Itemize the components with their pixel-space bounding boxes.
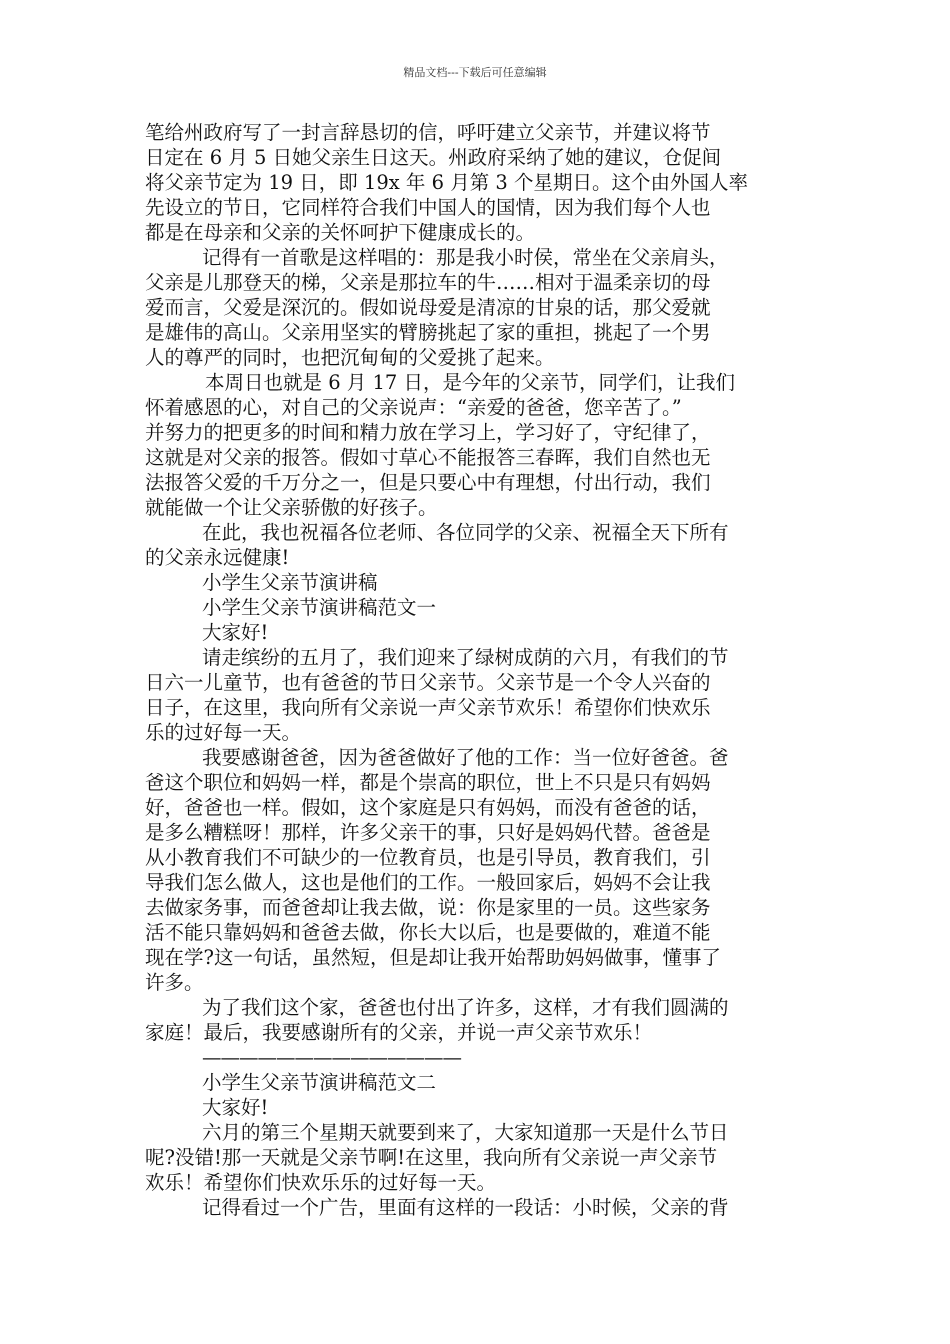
text-line: 小学生父亲节演讲稿范文二 (202, 1071, 437, 1094)
text-line: 呢?没错!那一天就是父亲节啊!在这里，我向所有父亲说一声父亲节 (145, 1146, 718, 1169)
text-line: 小学生父亲节演讲稿范文一 (202, 596, 437, 619)
separator-line: —————————————— (202, 1046, 461, 1069)
text-line: 都是在母亲和父亲的关怀呵护下健康成长的。 (145, 221, 536, 244)
text-line: 是多么糟糕呀！那样，许多父亲干的事，只好是妈妈代替。爸爸是 (145, 821, 711, 844)
text-line: 请走缤纷的五月了，我们迎来了绿树成荫的六月，有我们的节 (202, 646, 729, 669)
text-line: 许多。 (145, 971, 204, 994)
text-line: 去做家务事，而爸爸却让我去做，说：你是家里的一员。这些家务 (145, 896, 711, 919)
document-body (145, 120, 815, 1220)
text-line: 活不能只靠妈妈和爸爸去做，你长大以后，也是要做的，难道不能 (145, 921, 711, 944)
text-line: 怀着感恩的心，对自己的父亲说声：“亲爱的爸爸，您辛苦了。” (145, 396, 682, 419)
text-line: 日六一儿童节，也有爸爸的节日父亲节。父亲节是一个令人兴奋的 (145, 671, 711, 694)
text-line: 大家好! (202, 1096, 269, 1119)
text-line: 从小教育我们不可缺少的一位教育员，也是引导员，教育我们，引 (145, 846, 711, 869)
text-line: 笔给州政府写了一封言辞恳切的信，呼吁建立父亲节，并建议将节 (145, 121, 711, 144)
text-line: 六月的第三个星期天就要到来了，大家知道那一天是什么节日 (202, 1121, 729, 1144)
text-line: 小学生父亲节演讲稿 (202, 571, 378, 594)
text-line: 日子，在这里，我向所有父亲说一声父亲节欢乐！希望你们快欢乐 (145, 696, 711, 719)
text-line: 人的尊严的同时，也把沉甸甸的父爱挑了起来。 (145, 346, 555, 369)
text-line: 的父亲永远健康! (145, 546, 290, 569)
text-line: 我要感谢爸爸，因为爸爸做好了他的工作：当一位好爸爸。爸 (202, 746, 729, 769)
text-line: 并努力的把更多的时间和精力放在学习上，学习好了，守纪律了， (145, 421, 711, 444)
text-line: 现在学?这一句话，虽然短，但是却让我开始帮助妈妈做事，懂事了 (145, 946, 721, 969)
text-line: 欢乐！希望你们快欢乐乐的过好每一天。 (145, 1171, 497, 1194)
text-line: 为了我们这个家，爸爸也付出了许多，这样，才有我们圆满的 (202, 996, 729, 1019)
text-line: 是雄伟的高山。父亲用坚实的臂膀挑起了家的重担，挑起了一个男 (145, 321, 711, 344)
text-line: 就能做一个让父亲骄傲的好孩子。 (145, 496, 438, 519)
text-line: 日定在 6 月 5 日她父亲生日这天。州政府采纳了她的建议，仓促间 (145, 146, 722, 169)
text-line: 先设立的节日，它同样符合我们中国人的国情，因为我们每个人也 (145, 196, 711, 219)
text-line: 将父亲节定为 19 日，即 19x 年 6 月第 3 个星期日。这个由外国人率 (145, 171, 749, 194)
text-line: 本周日也就是 6 月 17 日，是今年的父亲节，同学们，让我们 (205, 371, 736, 394)
text-line: 爱而言，父爱是深沉的。假如说母爱是清凉的甘泉的话，那父爱就 (145, 296, 711, 319)
text-line: 在此，我也祝福各位老师、各位同学的父亲、祝福全天下所有 (202, 521, 729, 544)
page-header: 精品文档---下载后可任意编辑 (403, 66, 547, 79)
text-line: 父亲是儿那登天的梯，父亲是那拉车的牛……相对于温柔亲切的母 (145, 271, 711, 294)
text-line: 这就是对父亲的报答。假如寸草心不能报答三春晖，我们自然也无 (145, 446, 711, 469)
text-line: 记得看过一个广告，里面有这样的一段话：小时候，父亲的背 (202, 1196, 729, 1219)
text-line: 法报答父爱的千万分之一，但是只要心中有理想，付出行动，我们 (145, 471, 711, 494)
text-line: 爸这个职位和妈妈一样，都是个崇高的职位，世上不只是只有妈妈 (145, 771, 711, 794)
text-line: 导我们怎么做人，这也是他们的工作。一般回家后，妈妈不会让我 (145, 871, 711, 894)
text-line: 大家好! (202, 621, 269, 644)
text-line: 好，爸爸也一样。假如，这个家庭是只有妈妈，而没有爸爸的话， (145, 796, 711, 819)
text-line: 家庭！最后，我要感谢所有的父亲，并说一声父亲节欢乐！ (145, 1021, 653, 1044)
text-line: 乐的过好每一天。 (145, 721, 302, 744)
text-line: 记得有一首歌是这样唱的：那是我小时侯，常坐在父亲肩头， (202, 246, 729, 269)
